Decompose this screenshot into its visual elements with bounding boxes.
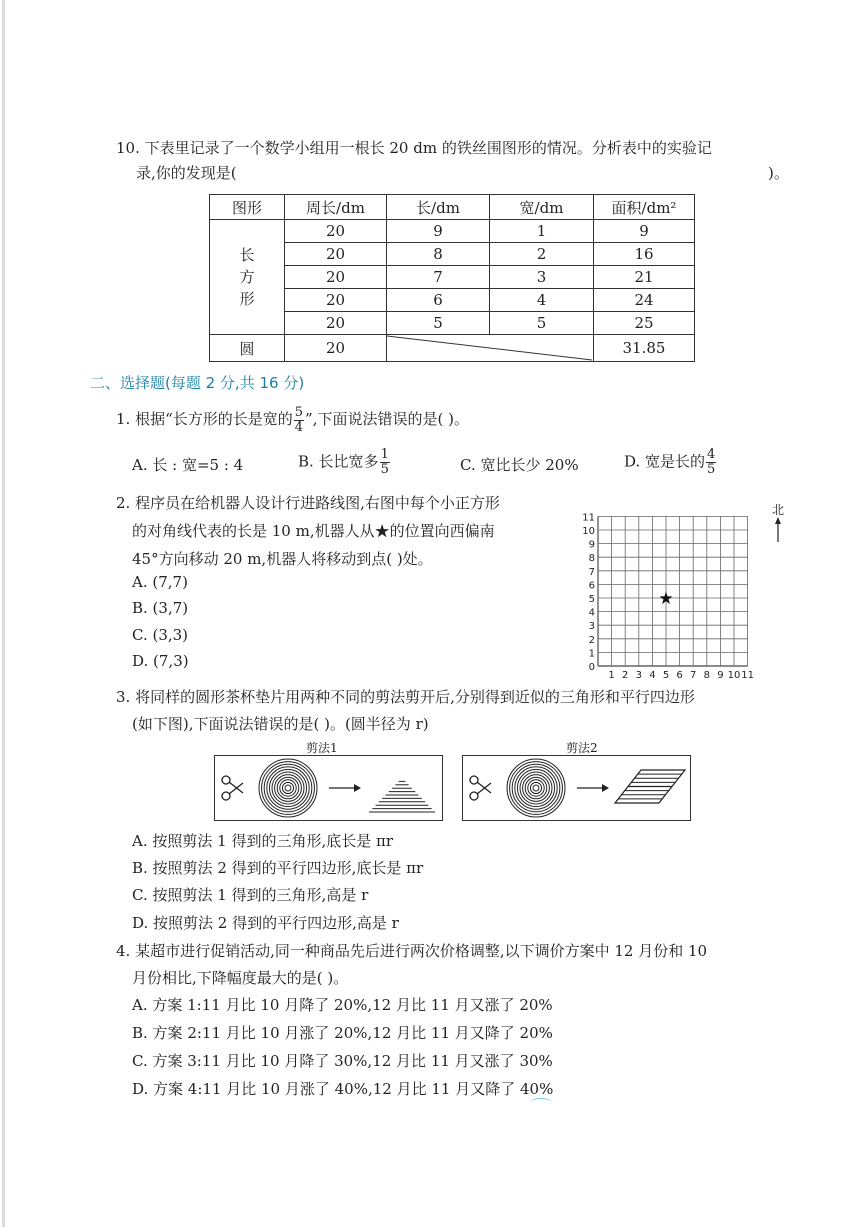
parallelogram-shape — [615, 770, 685, 803]
cell: 3 — [490, 266, 594, 289]
y-tick-label: 1 — [588, 648, 595, 660]
q3-option-d: D. 按照剪法 2 得到的平行四边形,高是 r — [132, 914, 399, 932]
cell: 20 — [285, 266, 387, 289]
cell: 9 — [387, 220, 490, 243]
y-tick-label: 10 — [582, 526, 595, 537]
q4-option-c: C. 方案 3:11 月比 10 月降了 30%,12 月比 11 月又涨了 30% — [132, 1052, 553, 1070]
q4-line2: 月份相比,下降幅度最大的是( )。 — [132, 969, 349, 987]
q10-line1: 10. 下表里记录了一个数学小组用一根长 20 dm 的铁丝围图形的情况。分析表中的实验记 — [116, 139, 712, 157]
ring — [282, 782, 293, 793]
y-tick-label: 8 — [588, 553, 595, 565]
q3-line2: (如下图),下面说法错误的是( )。(圆半径为 r) — [132, 715, 429, 733]
y-tick-label: 4 — [588, 607, 595, 619]
page-edge-rule — [2, 0, 5, 1227]
q2-line1: 2. 程序员在给机器人设计行进路线图,右图中每个小正方形 — [116, 494, 500, 512]
q2-option-a: A. (7,7) — [132, 573, 188, 591]
section-title: 二、选择题(每题 2 分,共 16 分) — [90, 374, 305, 392]
ring — [277, 777, 299, 799]
cut1-svg — [215, 756, 442, 820]
cell: 20 — [285, 312, 387, 335]
ring — [507, 759, 565, 817]
x-tick-label: 11 — [741, 670, 754, 681]
north-label: 北 — [772, 503, 785, 517]
circle-area: 31.85 — [594, 335, 695, 362]
cell: 20 — [285, 243, 387, 266]
header-perimeter: 周长/dm — [285, 195, 387, 220]
ring — [285, 785, 291, 791]
page-mark — [530, 1098, 552, 1107]
q3-option-a: A. 按照剪法 1 得到的三角形,底长是 πr — [132, 832, 394, 850]
cell: 25 — [594, 312, 695, 335]
cell: 9 — [594, 220, 695, 243]
ring — [525, 777, 547, 799]
cell: 5 — [387, 312, 490, 335]
header-area: 面积/dm² — [594, 195, 695, 220]
q3-option-c: C. 按照剪法 1 得到的三角形,高是 r — [132, 886, 369, 904]
ring — [523, 775, 550, 802]
cell: 8 — [387, 243, 490, 266]
arrow-icon — [577, 784, 609, 792]
q1-stem-b: ”,下面说法错误的是( )。 — [305, 410, 469, 428]
cut2-svg — [463, 756, 690, 820]
y-tick-label: 11 — [582, 512, 595, 524]
cut1-figure — [214, 755, 443, 821]
rect-label: 长方形 — [239, 246, 255, 308]
q1-option-b: B. 长比宽多 $\frac{1}{5}$ — [298, 447, 389, 477]
north-arrow-icon — [772, 517, 784, 543]
table-row — [210, 220, 695, 243]
cell: 2 — [490, 243, 594, 266]
q4-option-b: B. 方案 2:11 月比 10 月涨了 20%,12 月比 11 月又降了 20% — [132, 1024, 553, 1042]
y-tick-label: 6 — [588, 580, 595, 592]
q2-line3: 45°方向移动 20 m,机器人将移动到点( )处。 — [132, 550, 433, 568]
cut2-title: 剪法2 — [566, 741, 598, 755]
cell: 5 — [490, 312, 594, 335]
cell: 21 — [594, 266, 695, 289]
y-tick-label: 9 — [588, 539, 595, 551]
x-tick-label: 6 — [676, 670, 683, 681]
circle-perimeter: 20 — [285, 335, 387, 362]
experiment-table — [209, 194, 695, 362]
x-tick-label: 3 — [635, 670, 642, 681]
concentric-circle — [507, 759, 565, 817]
y-tick-label: 5 — [588, 594, 595, 605]
q1-stem — [116, 402, 469, 436]
arrow-icon — [329, 784, 361, 792]
y-tick-label: 0 — [588, 662, 595, 673]
cut1-title: 剪法1 — [306, 741, 338, 755]
y-tick-label: 7 — [588, 566, 595, 578]
ring — [264, 764, 312, 812]
north-indicator — [772, 504, 784, 546]
ring — [533, 785, 539, 791]
cut2-figure — [462, 755, 691, 821]
cell: 16 — [594, 243, 695, 266]
y-tick-label: 2 — [588, 634, 595, 646]
q1-option-d: D. 宽是长的 $\frac{4}{5}$ — [624, 447, 716, 477]
ring — [267, 767, 309, 809]
circle-na-cell — [387, 335, 594, 362]
q2-line2: 的对角线代表的长是 10 m,机器人从★的位置向西偏南 — [132, 522, 495, 540]
star-icon: ★ — [658, 589, 674, 609]
ring — [530, 782, 541, 793]
q2-option-d: D. (7,3) — [132, 652, 189, 670]
cell: 7 — [387, 266, 490, 289]
q1-option-a: A. 长 : 宽=5 : 4 — [132, 456, 244, 474]
q4-line1: 4. 某超市进行促销活动,同一种商品先后进行两次价格调整,以下调价方案中 12 月份和 10 — [116, 942, 708, 960]
q1-option-c: C. 宽比长少 20% — [460, 456, 579, 474]
x-tick-label: 7 — [690, 670, 697, 681]
cell: 20 — [285, 289, 387, 312]
q1-fraction: $\frac{5}{4}$ — [294, 404, 304, 435]
rect-label-cell — [210, 220, 285, 335]
scissors-icon — [470, 776, 491, 800]
q3-line1: 3. 将同样的圆形茶杯垫片用两种不同的剪法剪开后,分别得到近似的三角形和平行四边形 — [116, 688, 695, 706]
q2-option-c: C. (3,3) — [132, 626, 189, 644]
x-tick-label: 2 — [622, 670, 629, 681]
cell: 1 — [490, 220, 594, 243]
header-length: 长/dm — [387, 195, 490, 220]
x-tick-label: 5 — [662, 670, 670, 681]
concentric-circle — [259, 759, 317, 817]
q4-option-a: A. 方案 1:11 月比 10 月降了 20%,12 月比 11 月又涨了 20% — [132, 996, 553, 1014]
scissors-icon — [222, 776, 243, 800]
triangle-shape — [369, 778, 435, 812]
x-tick-label: 10 — [727, 670, 741, 681]
q2-option-b: B. (3,7) — [132, 599, 189, 617]
q10-line2: 录,你的发现是( — [136, 164, 237, 182]
x-tick-label: 1 — [608, 670, 615, 681]
x-tick-label: 8 — [703, 670, 710, 681]
table-row-circle — [210, 335, 695, 362]
ring — [515, 767, 557, 809]
q1-stem-a: 1. 根据“长方形的长是宽的 — [116, 410, 293, 428]
cell: 4 — [490, 289, 594, 312]
q3-option-b: B. 按照剪法 2 得到的平行四边形,底长是 πr — [132, 859, 424, 877]
table-header-row — [210, 195, 695, 220]
cell: 20 — [285, 220, 387, 243]
q10-answer-close: )。 — [768, 164, 789, 182]
x-tick-label: 9 — [717, 670, 724, 681]
y-tick-label: 3 — [588, 621, 595, 633]
header-shape: 图形 — [210, 195, 285, 220]
cell: 6 — [387, 289, 490, 312]
circle-label: 圆 — [210, 335, 285, 362]
x-tick-label: 4 — [649, 670, 656, 681]
q4-option-d: D. 方案 4:11 月比 10 月涨了 40%,12 月比 11 月又降了 40% — [132, 1080, 554, 1098]
ring — [259, 759, 317, 817]
cell: 24 — [594, 289, 695, 312]
diagonal-slash — [387, 335, 592, 361]
ring — [275, 775, 302, 802]
ring — [512, 764, 560, 812]
header-width: 宽/dm — [490, 195, 594, 220]
